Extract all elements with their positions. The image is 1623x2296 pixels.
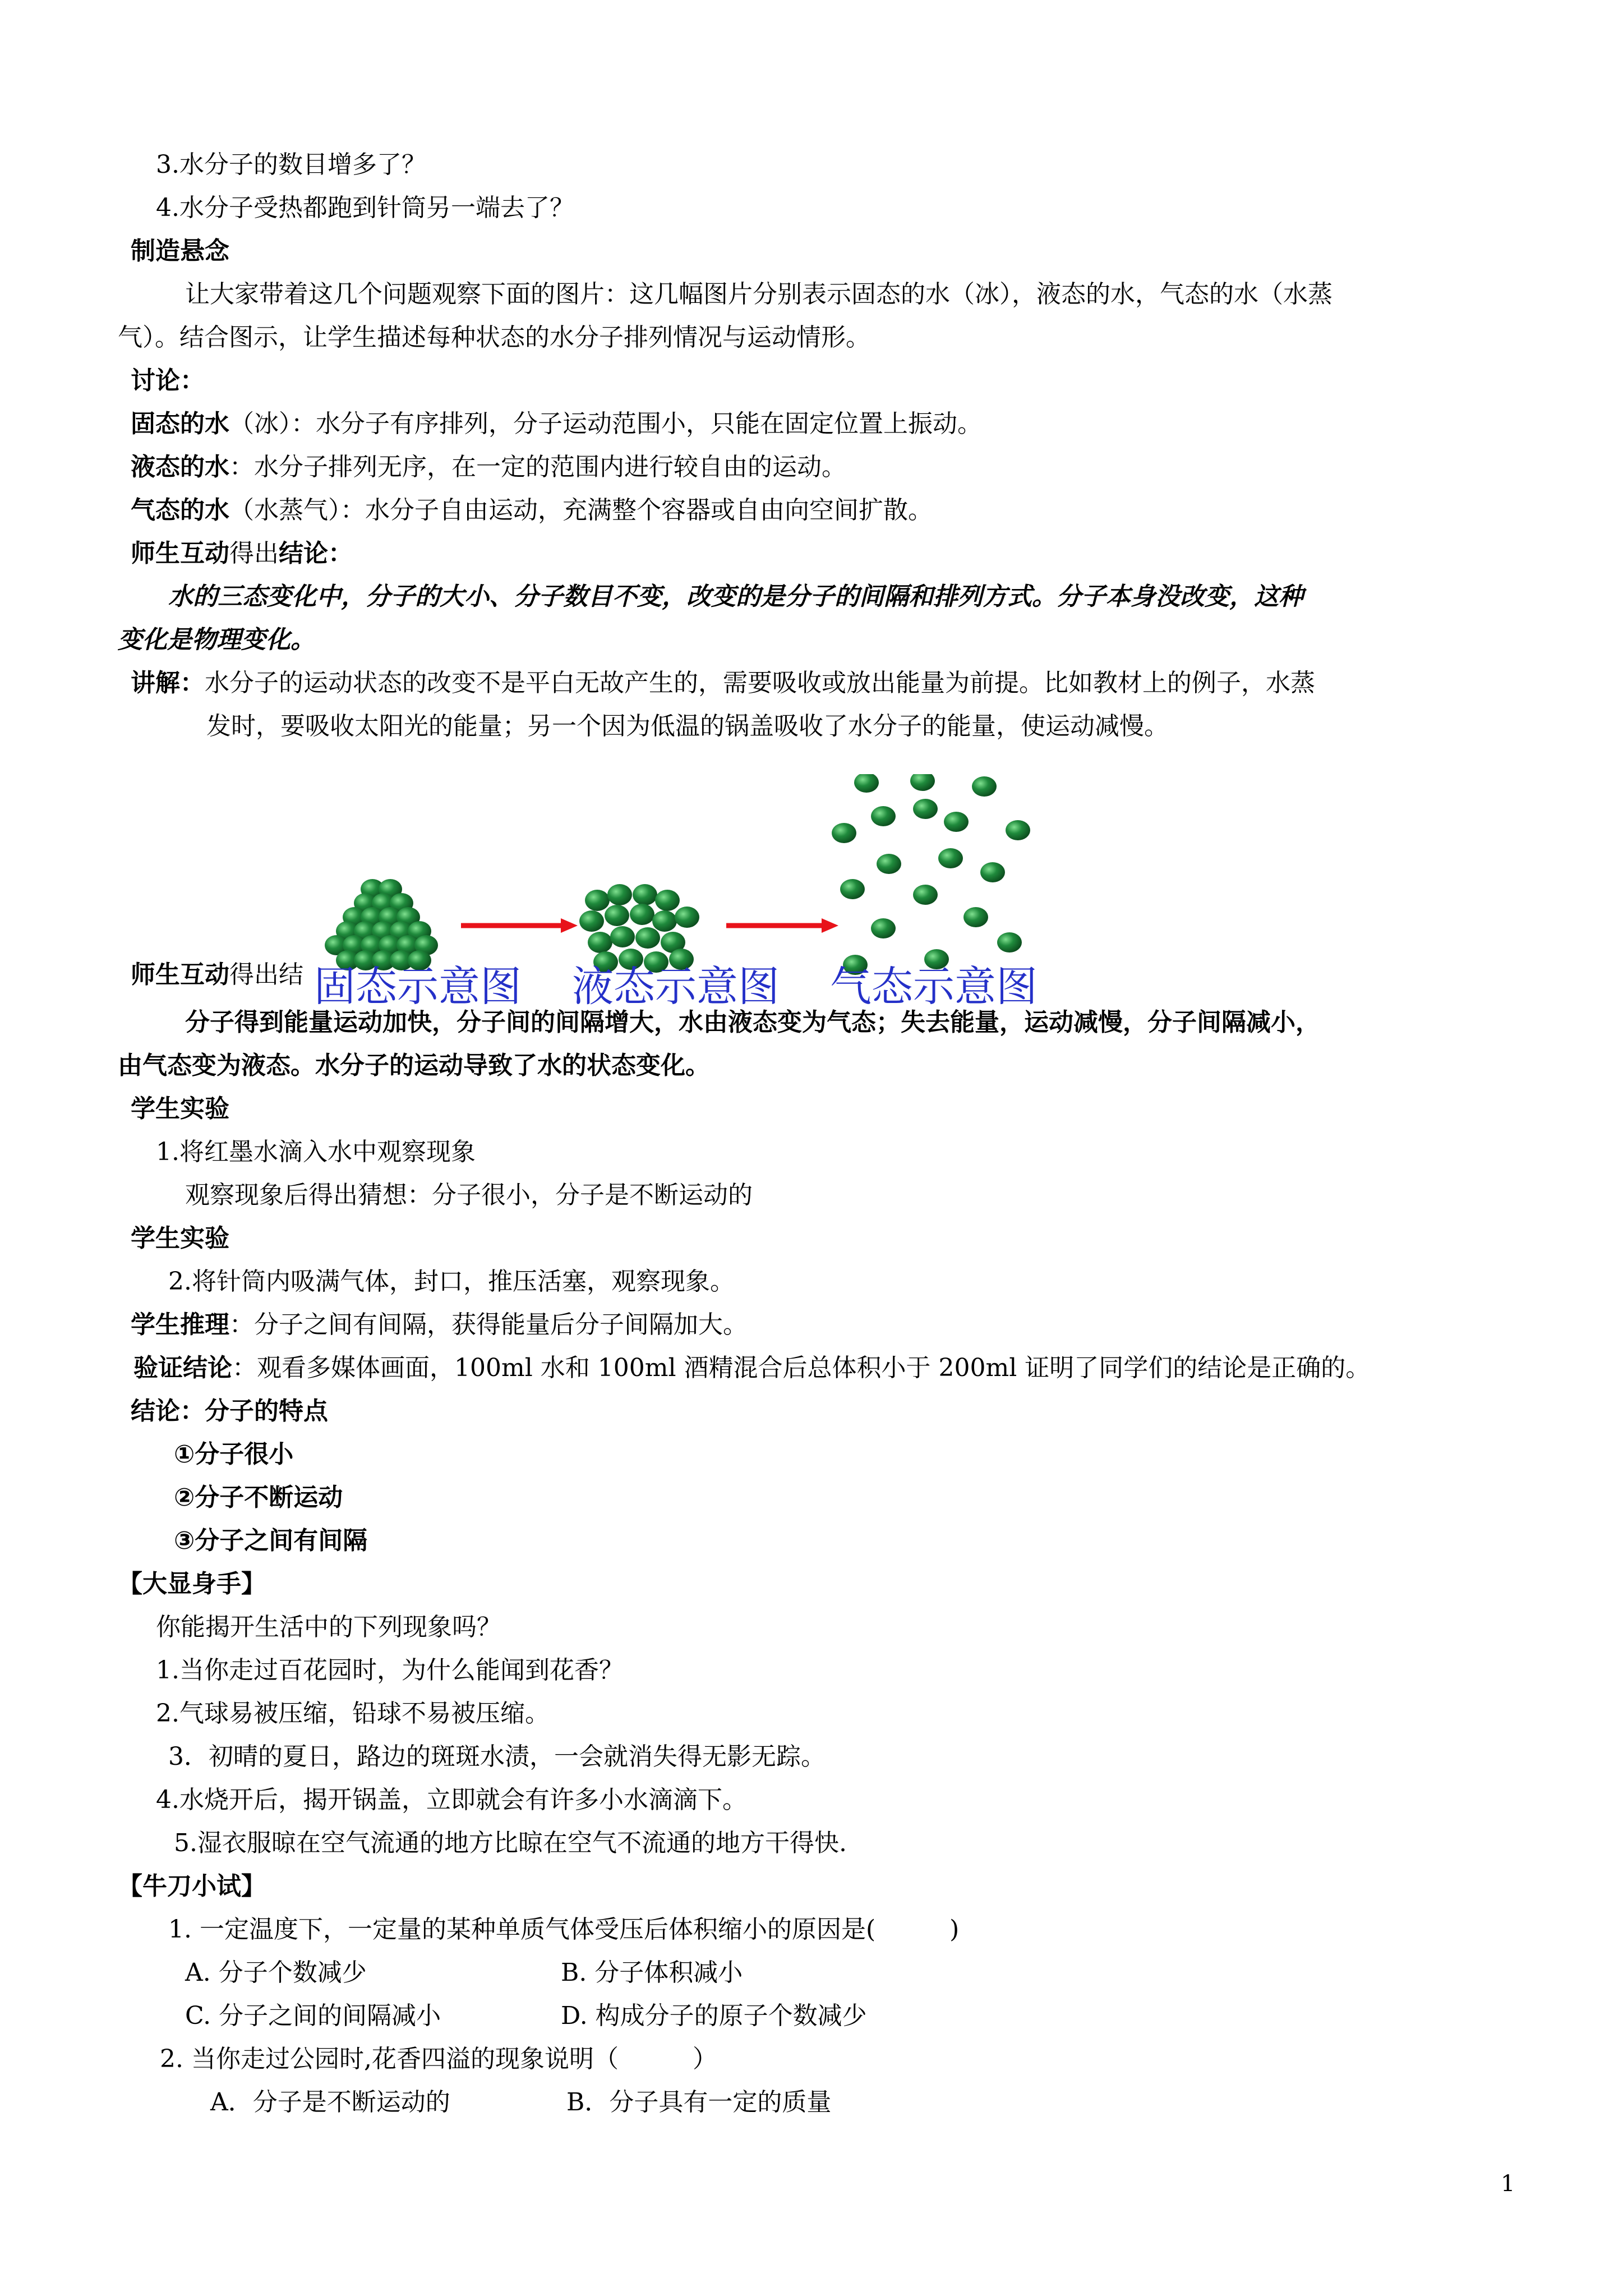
try-question-1-option-c: C. 分子之间的间隔减小 [185,2001,441,2030]
arrow-solid-to-liquid [461,918,578,933]
molecule [840,879,865,899]
try-question-1-option-b: B. 分子体积减小 [561,1958,743,1987]
try-question-1-option-a: A. 分子个数减少 [185,1958,367,1987]
experiment-2-title: 学生实验 [131,1224,229,1253]
suspense-paragraph-line1: 让大家带着这几个问题观察下面的图片：这几幅图片分别表示固态的水（冰），液态的水，气态的水（水蒸 [185,280,1332,309]
experiment-1-result: 观察现象后得出猜想：分子很小，分子是不断运动的 [185,1181,753,1209]
reasoning-label: 学生推理 [131,1310,229,1339]
feature-3: ③分子之间有间隔 [174,1526,368,1555]
molecule [854,774,879,793]
features-title: 结论：分子的特点 [131,1397,328,1425]
reasoning-line [131,1309,748,1340]
molecule [871,806,896,826]
molecule [913,885,938,905]
molecule [980,862,1005,882]
caption-liquid: 液态示意图 [572,963,780,1011]
gas-water-label: 气态的水 [131,496,229,524]
molecule [938,848,963,868]
verification-label: 验证结论 [133,1354,232,1382]
explanation-label: 讲解： [131,669,205,697]
solid-water-text: （冰）：水分子有序排列，分子运动范围小，只能在固定位置上振动。 [229,409,982,438]
interaction-label-2: 师生互动 [131,960,229,989]
interaction-heading-2 [131,959,303,990]
arrow-liquid-to-gas [726,918,838,933]
show-item-3: 3．初晴的夏日，路边的斑斑水渍，一会就消失得无影无踪。 [168,1742,826,1771]
molecule [675,907,699,928]
molecule [605,905,629,926]
conclusion-1-line1: 水的三态变化中，分子的大小、分子数目不变，改变的是分子的间隔和排列方式。分子本身没改变，这种 [168,582,1303,611]
liquid-water-label: 液态的水 [131,453,229,481]
show-item-2: 2.气球易被压缩，铅球不易被压缩。 [156,1699,550,1728]
conclusion-1-line2: 变化是物理变化。 [118,625,315,654]
molecule [588,932,612,953]
try-question-2: 2. 当你走过公园时,花香四溢的现象说明（ ） [160,2045,717,2073]
feature-2: ②分子不断运动 [174,1483,343,1512]
experiment-1-step: 1.将红墨水滴入水中观察现象 [156,1138,476,1166]
molecule [972,776,997,797]
molecule [635,927,660,949]
discussion-title: 讨论： [131,366,205,395]
try-question-1: 1. 一定温度下，一定量的某种单质气体受压后体积缩小的原因是( ) [168,1915,960,1944]
conclusion-2-line1: 分子得到能量运动加快，分子间的间隔增大，水由液态变为气态；失去能量，运动减慢，分子间隔减小， [185,1008,1320,1037]
molecule [963,907,988,927]
interaction-mid: 得出 [229,539,279,568]
show-item-4: 4.水烧开后，揭开锅盖，立即就会有许多小水滴滴下。 [156,1786,747,1814]
experiment-2-step: 2.将针筒内吸满气体，封口，推压活塞，观察现象。 [168,1267,735,1296]
liquid-water-text: ：水分子排列无序，在一定的范围内进行较自由的运动。 [229,453,846,481]
molecule [871,918,896,938]
verification-text: ：观看多媒体画面，100ml 水和 100ml 酒精混合后总体积小于 200ml 证明了同学们的结论是正确的。 [232,1354,1371,1382]
molecule [633,884,657,905]
experiment-1-title: 学生实验 [131,1094,229,1123]
molecule [630,904,654,925]
interaction-heading-1 [131,538,353,569]
feature-1: ①分子很小 [174,1440,294,1469]
suspense-title: 制造悬念 [131,237,229,265]
question-4: 4.水分子受热都跑到针筒另一端去了？ [156,194,574,222]
solid-water-label: 固态的水 [131,409,229,438]
explanation-line2: 发时，要吸收太阳光的能量；另一个因为低温的锅盖吸收了水分子的能量，使运动减慢。 [206,712,1169,740]
page-number: 1 [1501,2171,1515,2197]
molecule [944,812,969,832]
gas-water-line [131,495,933,526]
explanation-text-1: 水分子的运动状态的改变不是平白无故产生的，需要吸收或放出能量为前提。比如教材上的例子，水蒸 [205,669,1315,697]
molecule [997,932,1022,953]
molecule [913,799,938,819]
section-try-title: 【牛刀小试】 [118,1872,266,1901]
caption-gas: 气态示意图 [830,963,1038,1011]
suspense-paragraph-line2: 气）。结合图示，让学生描述每种状态的水分子排列情况与运动情形。 [118,323,870,352]
molecule [607,884,632,905]
liquid-water-line [131,452,846,482]
try-question-2-option-a: A．分子是不断运动的 [210,2088,450,2116]
interaction-mid-2: 得出结 [229,960,303,989]
interaction-label: 师生互动 [131,539,229,568]
gas-water-text: （水蒸气）：水分子自由运动，充满整个容器或自由向空间扩散。 [229,496,933,524]
section-show-title: 【大显身手】 [118,1570,266,1598]
conclusion-2-line2: 由气态变为液态。水分子的运动导致了水的状态变化。 [118,1051,710,1080]
try-question-2-option-b: B．分子具有一定的质量 [566,2088,832,2116]
show-item-1: 1.当你走过百花园时，为什么能闻到花香？ [156,1656,624,1685]
water-states-figure [314,774,1066,982]
caption-solid: 固态示意图 [314,963,522,1011]
molecule [832,823,856,843]
molecule [585,890,610,911]
show-intro: 你能揭开生活中的下列现象吗？ [156,1613,501,1641]
try-question-1-option-d: D. 构成分子的原子个数减少 [561,2001,867,2030]
solid-water-line [131,408,982,439]
reasoning-text: ：分子之间有间隔，获得能量后分子间隔加大。 [229,1310,748,1339]
question-3: 3.水分子的数目增多了？ [156,150,426,179]
molecule [655,890,680,911]
molecule [910,774,935,791]
interaction-conclusion-label: 结论： [279,539,353,568]
molecule [877,854,901,874]
molecule [652,910,677,932]
molecule [610,926,635,947]
explanation-line1 [131,668,1315,698]
molecule [579,910,604,932]
show-item-5: 5.湿衣服晾在空气流通的地方比晾在空气不流通的地方干得快. [174,1829,847,1857]
gas-molecules [832,774,1030,975]
molecule [1006,820,1030,840]
verification-line [133,1352,1370,1383]
